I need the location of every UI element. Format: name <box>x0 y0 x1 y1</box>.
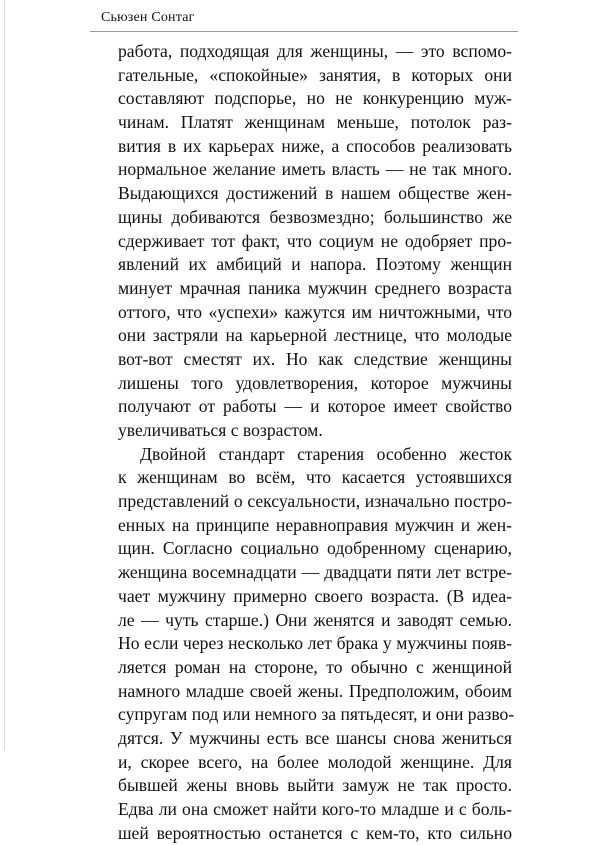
text-line: явлений их амбиций и напора. Поэтому женщин <box>118 254 512 275</box>
text-line: работа, подходящая для женщины, — это вспомо- <box>118 41 512 61</box>
text-line: нормальное желание иметь власть — не так много. <box>118 159 512 180</box>
text-line: и, скорее всего, на более молодой женщине. Для <box>118 751 512 772</box>
text-line: гательные, «спокойные» занятия, в которых они <box>118 64 512 85</box>
text-line: Выдающихся достижений в нашем обществе жен- <box>118 183 512 204</box>
text-line: Двойной стандарт старения особенно жесток <box>140 443 512 464</box>
text-line: женщина восемнадцати — двадцати пяти лет встре- <box>118 562 512 583</box>
text-line: они застряли на карьерной лестнице, что молодые <box>118 325 512 346</box>
text-line: минует мрачная паника мужчин среднего возраста <box>118 277 512 298</box>
paragraph-1 <box>118 40 512 443</box>
text-line: вот-вот сместят их. Но как следствие женщины <box>118 348 512 369</box>
text-line: супругам под или немного за пятьдесят, и они разво- <box>118 704 515 725</box>
text-line: ле — чуть старше.) Они женятся и заводят семью. <box>118 609 512 630</box>
text-line: вития в их карьерах ниже, а способов реализовать <box>118 135 512 156</box>
text-line: щины добиваются безвозмездно; большинство же <box>118 206 512 227</box>
text-line: щин. Согласно социально одобренному сценарию, <box>118 538 512 559</box>
text-line: Едва ли она сможет найти кого-то младше и с боль- <box>118 799 512 819</box>
text-line: намного младше своей жены. Предположим, обоим <box>118 680 512 701</box>
header-rule <box>90 31 518 32</box>
text-line: представлений о сексуальности, изначально постро- <box>118 491 512 512</box>
text-line: оттого, что «успехи» кажутся им ничтожными, что <box>118 301 512 322</box>
text-line: бывшей жены вновь выйти замуж не так просто. <box>118 775 512 796</box>
text-line: дятся. У мужчины есть все шансы снова жениться <box>118 727 512 748</box>
running-head-author: Сьюзен Сонтаг <box>101 10 195 25</box>
body-text <box>118 40 515 845</box>
page-gutter-shadow <box>4 0 5 750</box>
text-line: шей вероятностью останется с кем-то, кто сильно <box>118 822 512 843</box>
text-line: енных на принципе неравноправия мужчин и жен- <box>118 514 512 535</box>
text-line: лишены того удовлетворения, которое мужчины <box>118 372 512 393</box>
text-line: увеличиваться с возрастом. <box>118 420 323 440</box>
paragraph-2 <box>118 443 515 845</box>
text-line: составляют подспорье, но не конкуренцию муж- <box>118 88 512 109</box>
text-line: сдерживает тот факт, что социум не одобряет про- <box>118 230 512 251</box>
text-line: получают от работы — и которое имеет свойство <box>118 396 512 417</box>
text-line: чает мужчину примерно своего возраста. (В идеа- <box>118 585 512 606</box>
text-line: Но если через несколько лет брака у мужчины появ- <box>118 633 512 654</box>
text-line: чинам. Платят женщинам меньше, потолок раз- <box>118 112 512 133</box>
text-line: к женщинам во всём, что касается устоявшихся <box>118 467 512 488</box>
text-line: ляется роман на стороне, то обычно с женщиной <box>118 656 512 677</box>
